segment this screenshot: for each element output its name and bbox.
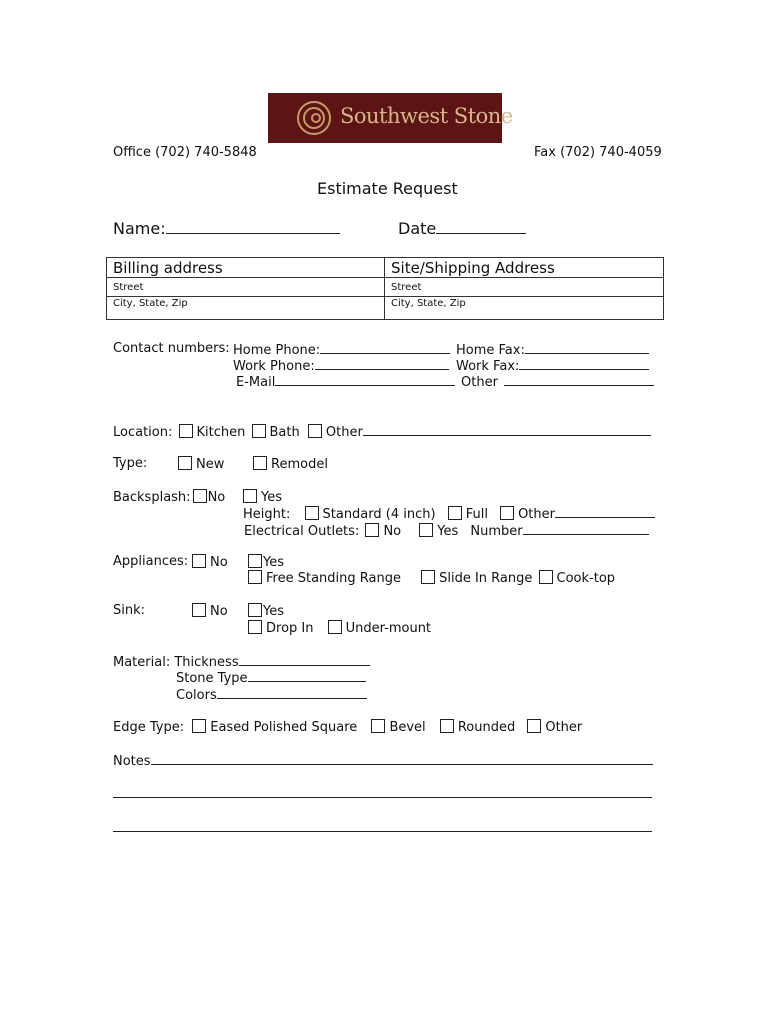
bath-label: Bath — [269, 425, 300, 440]
email-label: E-Mail — [236, 375, 276, 390]
name-field[interactable] — [166, 221, 340, 234]
date-row — [398, 219, 526, 238]
backsplash-yes-label: Yes — [261, 490, 282, 505]
appliances-no-checkbox[interactable] — [192, 554, 206, 568]
bath-checkbox[interactable] — [252, 424, 266, 438]
free-standing-checkbox[interactable] — [248, 570, 262, 584]
shipping-street-field[interactable]: Street — [385, 278, 664, 297]
eased-checkbox[interactable] — [192, 719, 206, 733]
swirl-logo-icon — [294, 98, 334, 138]
standard-label: Standard (4 inch) — [322, 507, 436, 522]
appliances-yes-option — [248, 554, 284, 570]
fax-number: Fax (702) 740-4059 — [534, 145, 662, 160]
sink-no-checkbox[interactable] — [192, 603, 206, 617]
outlets-yes-checkbox[interactable] — [419, 523, 433, 537]
backsplash-row — [113, 489, 225, 505]
drop-in-checkbox[interactable] — [248, 620, 262, 634]
stone-type-field[interactable] — [248, 669, 366, 682]
type-label: Type: — [113, 456, 148, 471]
outlets-yes-label: Yes — [437, 524, 459, 539]
edge-other-label: Other — [545, 720, 583, 735]
home-fax-label: Home Fax: — [456, 343, 525, 358]
outlets-no-label: No — [383, 524, 402, 539]
type-new-checkbox[interactable] — [178, 456, 192, 470]
appliances-yes-checkbox[interactable] — [248, 554, 262, 568]
colors-row — [176, 686, 367, 703]
edge-type-label: Edge Type: — [113, 720, 185, 735]
sink-label: Sink: — [113, 603, 146, 618]
outlets-row — [244, 522, 649, 539]
work-phone-field[interactable] — [315, 357, 449, 370]
notes-row — [113, 752, 653, 769]
height-row — [243, 505, 655, 522]
notes-label: Notes — [113, 754, 151, 769]
number-label: Number — [470, 524, 523, 539]
sink-types-row — [248, 620, 431, 636]
outlets-no-checkbox[interactable] — [365, 523, 379, 537]
office-phone: Office (702) 740-5848 — [113, 145, 257, 160]
sink-no-label: No — [210, 604, 228, 619]
logo-text: Southwest Stone — [340, 104, 513, 128]
other-contact-label: Other — [461, 375, 498, 390]
backsplash-no-label: No — [207, 490, 226, 505]
work-phone-label: Work Phone: — [233, 359, 315, 374]
backsplash-label: Backsplash: — [113, 490, 191, 505]
type-new-option — [178, 456, 224, 472]
page-title: Estimate Request — [317, 179, 458, 198]
material-row — [113, 653, 370, 670]
home-phone-row — [233, 341, 450, 358]
appliances-no-option — [192, 554, 228, 570]
date-field[interactable] — [436, 221, 526, 234]
under-mount-checkbox[interactable] — [328, 620, 342, 634]
kitchen-label: Kitchen — [196, 425, 246, 440]
slide-in-checkbox[interactable] — [421, 570, 435, 584]
home-fax-row — [456, 341, 649, 358]
full-checkbox[interactable] — [448, 506, 462, 520]
slide-in-label: Slide In Range — [439, 571, 533, 586]
email-row — [236, 373, 455, 390]
appliances-label: Appliances: — [113, 554, 189, 569]
work-fax-label: Work Fax: — [456, 359, 520, 374]
stone-type-row — [176, 669, 366, 686]
thickness-field[interactable] — [239, 653, 370, 666]
bevel-checkbox[interactable] — [371, 719, 385, 733]
date-label: Date — [398, 219, 437, 238]
type-remodel-checkbox[interactable] — [253, 456, 267, 470]
number-field[interactable] — [523, 522, 649, 535]
material-label: Material: — [113, 655, 171, 670]
email-field[interactable] — [275, 373, 455, 386]
bevel-label: Bevel — [389, 720, 426, 735]
height-other-checkbox[interactable] — [500, 506, 514, 520]
home-phone-field[interactable] — [320, 341, 450, 354]
billing-street-field[interactable]: Street — [107, 278, 385, 297]
billing-city-field[interactable]: City, State, Zip — [107, 297, 385, 320]
address-table — [106, 257, 664, 320]
stone-type-label: Stone Type — [176, 671, 248, 686]
home-fax-field[interactable] — [525, 341, 649, 354]
name-row — [113, 219, 340, 238]
free-standing-label: Free Standing Range — [266, 571, 401, 586]
type-remodel-label: Remodel — [271, 457, 328, 472]
other-contact-row — [461, 373, 654, 390]
notes-field-2[interactable] — [113, 797, 652, 798]
notes-field-1[interactable] — [151, 752, 653, 765]
full-label: Full — [465, 507, 488, 522]
contact-label: Contact numbers: — [113, 341, 230, 356]
location-other-label: Other — [325, 425, 363, 440]
location-label: Location: — [113, 425, 173, 440]
backsplash-no-checkbox[interactable] — [193, 489, 207, 503]
shipping-city-field[interactable]: City, State, Zip — [385, 297, 664, 320]
standard-checkbox[interactable] — [305, 506, 319, 520]
outlets-label: Electrical Outlets: — [244, 524, 360, 539]
sink-yes-option — [248, 603, 284, 619]
under-mount-label: Under-mount — [345, 621, 432, 636]
thickness-label: Thickness — [174, 655, 239, 670]
cooktop-checkbox[interactable] — [539, 570, 553, 584]
drop-in-label: Drop In — [266, 621, 314, 636]
name-label: Name: — [113, 219, 166, 238]
location-other-checkbox[interactable] — [308, 424, 322, 438]
other-contact-field[interactable] — [504, 373, 654, 386]
location-other-field[interactable] — [363, 423, 651, 436]
edge-type-row — [113, 719, 582, 735]
notes-field-3[interactable] — [113, 831, 652, 832]
height-other-label: Other — [518, 507, 555, 522]
backsplash-yes-option — [243, 489, 282, 505]
work-fax-row — [456, 357, 649, 374]
type-new-label: New — [196, 457, 225, 472]
edge-other-checkbox[interactable] — [527, 719, 541, 733]
height-label: Height: — [243, 507, 291, 522]
appliances-no-label: No — [210, 555, 228, 570]
type-remodel-option — [253, 456, 328, 472]
sink-yes-checkbox[interactable] — [248, 603, 262, 617]
sink-yes-label: Yes — [263, 604, 284, 619]
location-row — [113, 423, 651, 440]
sink-no-option — [192, 603, 228, 619]
company-logo — [268, 93, 513, 143]
colors-label: Colors — [176, 688, 217, 703]
kitchen-checkbox[interactable] — [179, 424, 193, 438]
home-phone-label: Home Phone: — [233, 343, 321, 358]
cooktop-label: Cook-top — [556, 571, 616, 586]
backsplash-yes-checkbox[interactable] — [243, 489, 257, 503]
eased-label: Eased Polished Square — [210, 720, 358, 735]
work-phone-row — [233, 357, 449, 374]
appliance-types-row — [248, 570, 615, 586]
work-fax-field[interactable] — [519, 357, 649, 370]
rounded-checkbox[interactable] — [440, 719, 454, 733]
rounded-label: Rounded — [457, 720, 516, 735]
shipping-header: Site/Shipping Address — [385, 258, 664, 278]
colors-field[interactable] — [217, 686, 367, 699]
appliances-yes-label: Yes — [263, 555, 284, 570]
billing-header: Billing address — [107, 258, 385, 278]
height-other-field[interactable] — [555, 505, 655, 518]
